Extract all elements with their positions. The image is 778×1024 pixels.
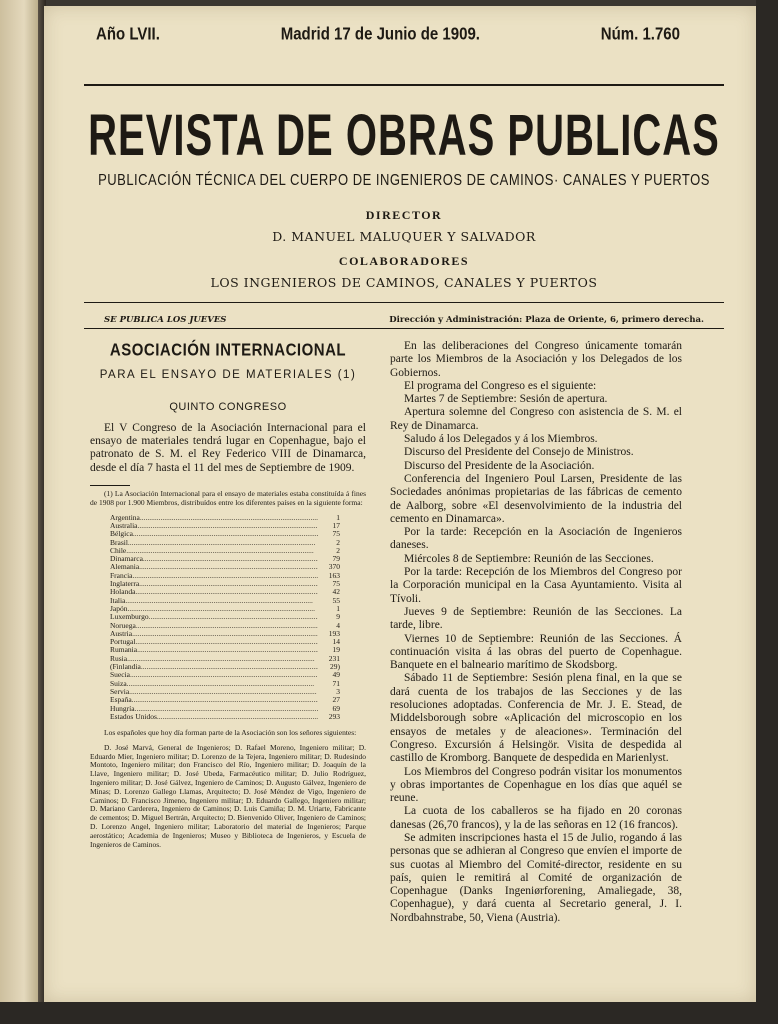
country-count: 29) — [330, 662, 340, 672]
program-paragraph: Martes 7 de Septiembre: Sesión de apertura. — [404, 393, 608, 406]
country-name: Portugal — [110, 637, 136, 647]
country-count: 49 — [332, 670, 340, 680]
program-paragraph: El programa del Congreso es el siguiente: — [404, 379, 597, 392]
country-count: 75 — [332, 529, 340, 539]
leader-dots — [128, 605, 319, 613]
country-row — [110, 622, 340, 630]
leader-dots — [136, 622, 318, 630]
facing-page-edge — [0, 0, 40, 1024]
country-row — [110, 680, 340, 688]
section-heading: QUINTO CONGRESO — [169, 400, 287, 413]
country-name: Italia — [110, 595, 126, 605]
program-paragraph: Por la tarde: Recepción de los Miembros del Congreso por la Corporación municipal en la Casa Ayuntamiento. Visita al Tívoli. — [390, 566, 682, 605]
issue-year: Año LVII. — [96, 24, 160, 45]
country-name: Brasil — [110, 537, 128, 547]
country-count: 4 — [336, 620, 340, 630]
footnote-rule — [90, 485, 130, 486]
country-count: 69 — [332, 703, 340, 713]
country-name: España — [110, 695, 132, 705]
director-label: DIRECTOR — [365, 208, 443, 222]
program-paragraph: Apertura solemne del Congreso con asistencia de S. M. el Rey de Dinamarca. — [390, 406, 682, 432]
country-count: 1 — [336, 603, 340, 613]
country-row — [110, 663, 340, 671]
magazine-page — [44, 6, 756, 1002]
footnote-text: (1) La Asociación Internacional para el ensayo de materiales estaba constituída á fines de 1908 por 1.900 Miembros, distribuídos entre los diferentes países en la siguiente forma: — [90, 489, 366, 507]
leader-dots — [127, 680, 318, 688]
leader-dots — [127, 655, 318, 663]
leader-dots — [128, 539, 318, 547]
country-row — [110, 638, 340, 646]
country-name: Chile — [110, 545, 127, 555]
country-count: 27 — [332, 695, 340, 705]
country-row — [110, 539, 340, 547]
country-name: Dinamarca — [110, 554, 143, 564]
leader-dots — [129, 688, 318, 696]
country-name: Inglaterra — [110, 579, 140, 589]
country-name: Bélgica — [110, 529, 133, 539]
country-count: 42 — [332, 587, 340, 597]
program-paragraph: Saludo á los Delegados y á los Miembros. — [404, 433, 598, 446]
issue-number: Núm. 1.760 — [600, 24, 680, 45]
country-count: 9 — [336, 612, 340, 622]
right-column — [390, 340, 682, 925]
country-row — [110, 547, 340, 555]
background-edge — [756, 0, 778, 1024]
country-name: Luxemburgo — [110, 612, 149, 622]
country-name: Suecia — [110, 670, 130, 680]
publication-schedule: SE PUBLICA LOS JUEVES — [104, 315, 227, 325]
leader-dots — [139, 563, 318, 571]
country-row — [110, 696, 340, 704]
leader-dots — [137, 646, 318, 654]
country-row — [110, 530, 340, 538]
leader-dots — [126, 547, 318, 555]
program-paragraph: Conferencia del Ingeniero Poul Larsen, Presidente de las Sociedades anónimas propietarias de las fábricas de cemento de Aalborg, sobre «El desenvolvimiento de la industria del cemento en Dinamarca». — [390, 472, 682, 525]
country-row — [110, 655, 340, 663]
masthead-title: REVISTA DE OBRAS PUBLICAS — [88, 104, 720, 168]
issue-date: Madrid 17 de Junio de 1909. — [280, 24, 480, 45]
leader-dots — [140, 514, 318, 522]
leader-dots — [157, 713, 318, 721]
country-count: 14 — [332, 637, 340, 647]
country-row — [110, 630, 340, 638]
country-row — [110, 580, 340, 588]
leader-dots — [132, 696, 318, 704]
program-paragraph: La cuota de los caballeros se ha fijado en 20 coronas danesas (26,70 francos), y la de las señoras en 12 (16 francos). — [390, 805, 682, 831]
leader-dots — [133, 530, 318, 538]
country-row — [110, 646, 340, 654]
publication-info — [104, 315, 704, 325]
country-name: Austria — [110, 628, 133, 638]
leader-dots — [125, 597, 318, 605]
program-paragraph: Sábado 11 de Septiembre: Sesión plena final, en la que se dará cuenta de los trabajos de las Secciones y de las resoluciones adoptadas. Conferencia de Mr. J. E. Stead, de Middelsborough sobre «Aplicación del microscopio en los ensayos de metales y de aleaciones». Terminación del Congreso. Excursión á Helsingör. Visita de despedida al castillo de Kromborg. Banquete de despedida en Marienlyst. — [390, 672, 682, 765]
country-row — [110, 555, 340, 563]
program-paragraph: Se admiten inscripciones hasta el 15 de Julio, rogando á las personas que se adhieran al Congreso que envíen el importe de sus cuotas al Miembro del Comité-director, residente en su país, quien le remitirá al Comité de organización de Copenhague (Danks Ingeniørforening, Amaliegade, 38, Copenhague), y dará cuenta al Secretario general, J. I. Nordbahnstrabe, 50, Viena (Austria). — [390, 831, 682, 924]
country-count: 293 — [328, 711, 340, 721]
article-subtitle: PARA EL ENSAYO DE MATERIALES (1) — [99, 369, 357, 382]
left-column — [90, 340, 366, 849]
country-count: 370 — [328, 562, 340, 572]
country-count: 71 — [332, 678, 340, 688]
leader-dots — [141, 663, 318, 671]
pub-rule-top — [84, 302, 724, 303]
country-row — [110, 671, 340, 679]
collaborators-text: LOS INGENIEROS DE CAMINOS, CANALES Y PUERTOS — [210, 275, 598, 290]
country-row — [110, 522, 340, 530]
program-paragraph: Viernes 10 de Septiembre: Reunión de las Secciones. Á continuación visita á las obras del puerto de Copenhague. Banquete en el balneario marítimo de Skodsborg. — [390, 632, 682, 672]
collaborators-label: COLABORADORES — [338, 254, 470, 268]
article-title: ASOCIACIÓN INTERNACIONAL — [109, 340, 347, 361]
leader-dots — [133, 572, 319, 580]
country-name: Servia — [110, 686, 130, 696]
country-row — [110, 514, 340, 522]
leader-dots — [139, 580, 318, 588]
country-name: Alemania — [110, 562, 140, 572]
country-count: 3 — [336, 686, 340, 696]
country-row — [110, 563, 340, 571]
leader-dots — [132, 630, 318, 638]
country-name: (Finlandia — [110, 662, 141, 672]
pub-rule-bottom — [84, 328, 724, 329]
country-row — [110, 613, 340, 621]
leader-dots — [135, 638, 318, 646]
issue-header — [96, 25, 680, 45]
country-row — [110, 688, 340, 696]
country-count: 2 — [336, 545, 340, 555]
program-paragraph: Discurso del Presidente de la Asociación. — [404, 459, 595, 472]
country-count: 17 — [332, 520, 340, 530]
leader-dots — [135, 705, 318, 713]
country-count: 2 — [336, 537, 340, 547]
country-name: Hungría — [110, 703, 135, 713]
program-paragraph: Por la tarde: Recepción en la Asociación de Ingenieros daneses. — [390, 526, 682, 552]
country-name: Noruega — [110, 620, 136, 630]
country-count: 75 — [332, 579, 340, 589]
country-count: 231 — [328, 653, 340, 663]
country-count: 193 — [328, 628, 340, 638]
director-name: D. MANUEL MALUQUER Y SALVADOR — [272, 229, 536, 244]
country-name: Holanda — [110, 587, 136, 597]
background-bottom — [0, 1002, 778, 1024]
program-paragraph: Miércoles 8 de Septiembre: Reunión de las Secciones. — [404, 552, 654, 565]
spaniards-list: D. José Marvá, General de Ingenieros; D. Rafael Moreno, Ingeniero militar; D. Eduardo Mier, Ingeniero militar; D. Lorenzo de la Tejera, Ingeniero militar; D. Rudesindo Montoto, Ingeniero militar; don Francisco del Río, Ingeniero militar; D. Joaquín de la Llave, Ingeniero militar; D. José Ubeda, Farmacéutico militar; D. Julio Rodríguez, Ingeniero militar; D. José Gálvez, Ingeniero de Caminos; D. Augusto Gálvez, Ingeniero de Minas; D. Lorenzo Gallego Llamas, Arquitecto; D. José Méndez de Vigo, Ingeniero de Caminos; D. Francisco Jimeno, Ingeniero militar; D. Eduardo Gallego, Ingeniero militar; D. Mariano Carderera, Ingeniero de Caminos; D. Luis Camiña; D. M. Uriarte, Fabricante de cementos; D. Miguel Bertrán, Arquitecto; D. Bienvenido Oliver, Ingeniero de Caminos; D. Lorenzo Angel, Ingeniero militar; Laboratorio del material de Ingenieros; Parque aerostático; Academia de Ingenieros; Museo y Biblioteca de Ingenieros, y Escuela de Ingenieros de Caminos. — [90, 742, 366, 849]
country-name: Argentina — [110, 512, 140, 522]
country-row — [110, 572, 340, 580]
country-name: Rumania — [110, 645, 138, 655]
country-count: 1 — [336, 512, 340, 522]
intro-paragraph: El V Congreso de la Asociación Internacional para el ensayo de materiales tendrá lugar en Copenhague, bajo el patronato de S. M. el Rey Federico VIII de Dinamarca, desde el día 7 hasta el 11 del mes de Septiembre de 1909. — [90, 421, 366, 474]
header-rule — [84, 84, 724, 86]
country-count: 163 — [328, 570, 340, 580]
program-paragraph: Jueves 9 de Septiembre: Reunión de las Secciones. La tarde, libre. — [390, 605, 682, 632]
country-count: 19 — [332, 645, 340, 655]
country-count: 79 — [332, 554, 340, 564]
publication-address: Dirección y Administración: Plaza de Oriente, 6, primero derecha. — [389, 315, 704, 325]
country-row — [110, 588, 340, 596]
leader-dots — [135, 588, 318, 596]
country-name: Estados Unidos — [110, 711, 157, 721]
country-name: Australia — [110, 520, 138, 530]
leader-dots — [143, 555, 318, 563]
program-paragraph: Discurso del Presidente del Consejo de Ministros. — [404, 446, 634, 459]
program-paragraph: Los Miembros del Congreso podrán visitar los monumentos y obras importantes de Copenhague en los días que aquél se reune. — [390, 765, 682, 805]
leader-dots — [130, 671, 318, 679]
country-row — [110, 713, 340, 721]
program-paragraph: En las deliberaciones del Congreso únicamente tomarán parte los Miembros de la Asociación y los Delegados de los Gobiernos. — [390, 340, 682, 379]
country-name: Suiza — [110, 678, 127, 688]
leader-dots — [138, 522, 319, 530]
country-count: 55 — [332, 595, 340, 605]
country-name: Rusia — [110, 653, 128, 663]
country-name: Francia — [110, 570, 133, 580]
leader-dots — [149, 613, 318, 621]
spaniards-intro: Los españoles que hoy día forman parte de la Asociación son los señores siguientes: — [104, 728, 357, 738]
country-table — [110, 514, 340, 721]
country-name: Japón — [110, 603, 128, 613]
country-row — [110, 597, 340, 605]
masthead-subtitle: PUBLICACIÓN TÉCNICA DEL CUERPO DE INGENIEROS DE CAMINOS· CANALES Y PUERTOS — [98, 170, 710, 189]
